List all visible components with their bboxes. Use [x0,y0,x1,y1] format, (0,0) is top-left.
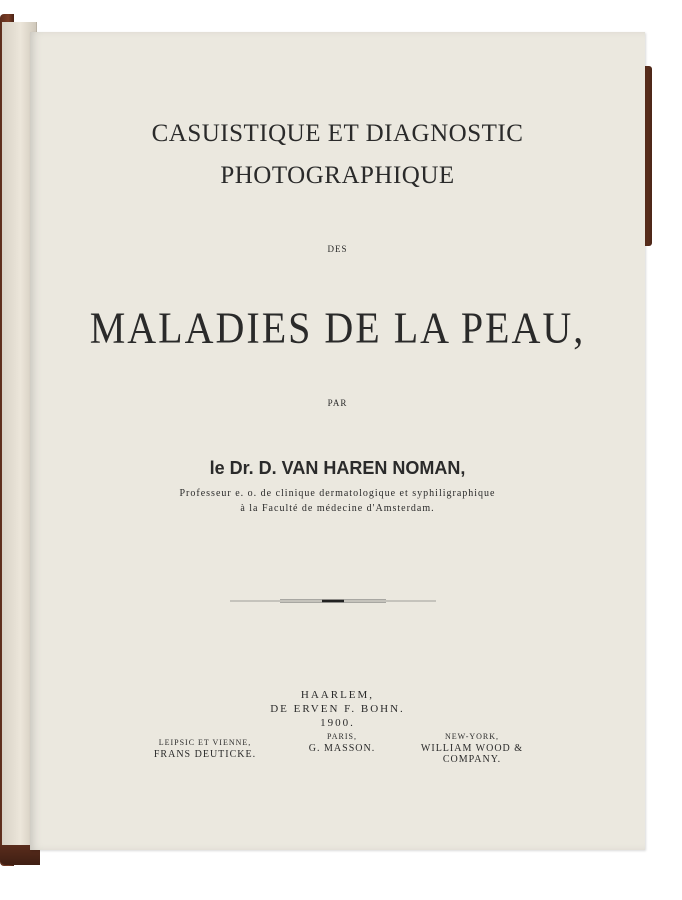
distributor-paris [302,732,382,754]
distributor-name: G. MASSON. [308,743,376,754]
author-name: le Dr. D. VAN HAREN NOMAN, [209,458,466,478]
affiliation-line-1: Professeur e. o. de clinique dermatologique et syphiligraphique [179,488,496,499]
title-line-1: CASUISTIQUE ET DIAGNOSTIC [151,120,524,147]
imprint-publisher: DE ERVEN F. BOHN. [270,703,405,715]
imprint-year: 1900. [320,717,355,729]
distributor-name: WILLIAM WOOD & COMPANY. [420,743,524,765]
des-label: DES [327,244,348,254]
ornamental-rule [230,597,436,605]
distributor-city: NEW-YORK, [444,732,500,741]
title-page [30,32,645,850]
affiliation-line-2: à la Faculté de médecine d'Amsterdam. [240,503,435,514]
title-line-2: PHOTOGRAPHIQUE [220,162,455,189]
imprint-place: HAARLEM, [300,689,375,701]
par-label: PAR [327,398,348,408]
distributor-city: PARIS, [327,732,357,741]
distributor-new-york [392,732,552,765]
distributor-city: LEIPSIC ET VIENNE, [158,738,252,747]
main-title: MALADIES DE LA PEAU, [89,302,586,353]
distributor-leipsic [150,738,260,760]
distributor-name: FRANS DEUTICKE. [153,749,257,760]
